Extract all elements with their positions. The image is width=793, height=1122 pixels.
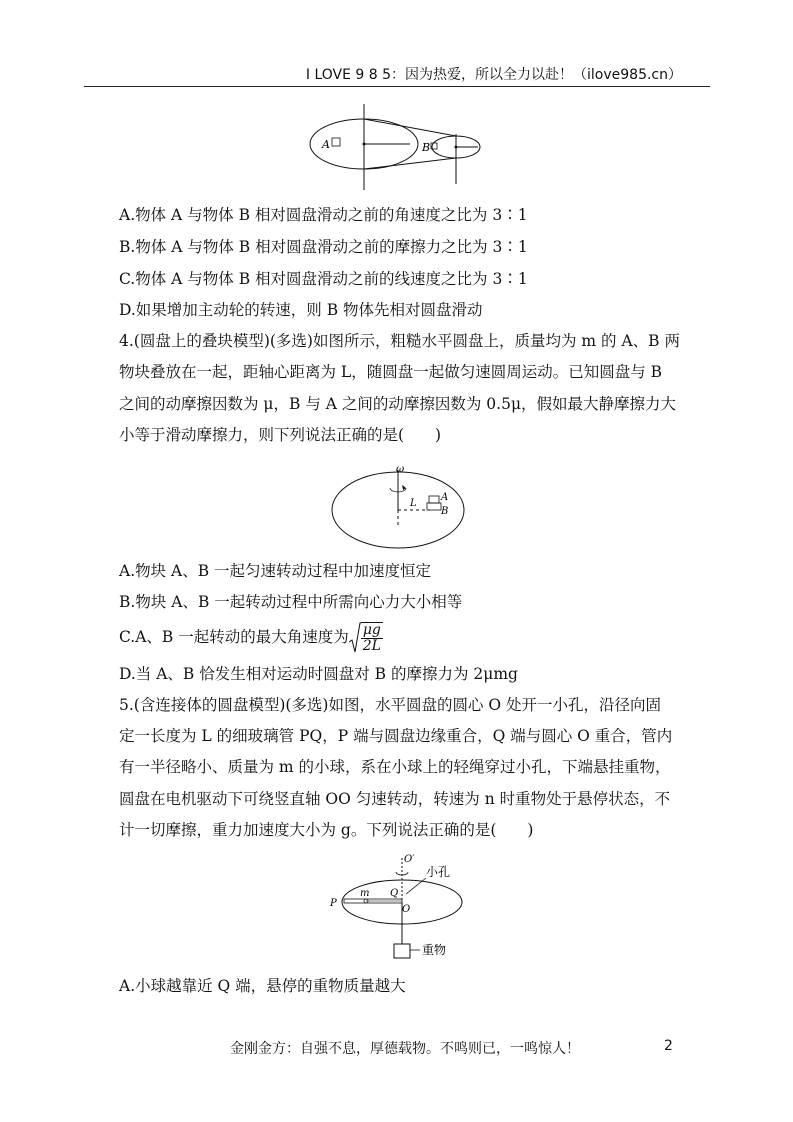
q4-stem-line-4: 小等于滑动摩擦力，则下列说法正确的是( ): [119, 426, 442, 444]
label-o-prime: O′: [404, 854, 415, 865]
figure-belt-discs: [300, 104, 500, 190]
label-b: B: [422, 141, 431, 154]
q4-stem-line-1: 4.(圆盘上的叠块模型)(多选)如图所示，粗糙水平圆盘上，质量均为 m 的 A、B 两: [119, 332, 680, 350]
q4-stem-line-2: 物块叠放在一起，距轴心距离为 L，随圆盘一起做匀速圆周运动。已知圆盘与 B: [119, 363, 663, 381]
label-omega: ω: [396, 464, 405, 475]
q3-option-b: B.物体 A 与物体 B 相对圆盘滑动之前的摩擦力之比为 3∶1: [119, 238, 528, 256]
footer-motto: 金刚金方：自强不息，厚德载物。不鸣则已，一鸣惊人！: [230, 1041, 580, 1057]
fraction-denominator: 2L: [362, 638, 381, 654]
q4-stem-line-3: 之间的动摩擦因数为 μ，B 与 A 之间的动摩擦因数为 0.5μ，假如最大静摩擦力大: [119, 395, 677, 413]
label-weight: 重物: [422, 943, 447, 957]
q4-option-c-text: C.A、B 一起转动的最大角速度为: [119, 628, 349, 646]
q5-stem-line-5: 计一切摩擦，重力加速度大小为 g。下列说法正确的是( ): [119, 821, 534, 839]
q4-option-b: B.物块 A、B 一起转动过程中所需向心力大小相等: [119, 593, 463, 611]
label-p: P: [330, 898, 337, 909]
figure-disc-tube-weight: [326, 850, 476, 962]
header-divider: [84, 86, 710, 87]
q4-option-a: A.物块 A、B 一起匀速转动过程中加速度恒定: [119, 562, 432, 580]
q5-stem-line-3: 有一半径略小、质量为 m 的小球，系在小球上的轻绳穿过小孔，下端悬挂重物，: [119, 758, 671, 776]
q3-option-c: C.物体 A 与物体 B 相对圆盘滑动之前的线速度之比为 3∶1: [119, 270, 528, 288]
q5-stem-line-2: 定一长度为 L 的细玻璃管 PQ，P 端与圆盘边缘重合，Q 端与圆心 O 重合，管内: [119, 727, 673, 745]
label-a: A: [441, 492, 449, 503]
sqrt-expression: [349, 622, 383, 654]
q3-option-d: D.如果增加主动轮的转速，则 B 物体先相对圆盘滑动: [119, 301, 483, 319]
q4-option-d: D.当 A、B 恰发生相对运动时圆盘对 B 的摩擦力为 2μmg: [119, 665, 518, 683]
page-header: I LOVE 9 8 5：因为热爱，所以全力以赴！（ilove985.cn）: [305, 67, 682, 83]
label-b: B: [441, 506, 449, 517]
label-a: A: [322, 138, 330, 151]
label-l: L: [410, 498, 417, 509]
label-m: m: [360, 888, 370, 899]
page-number: 2: [664, 1038, 673, 1054]
figure-stacked-blocks: [330, 458, 466, 552]
q5-option-a: A.小球越靠近 Q 端，悬停的重物质量越大: [119, 977, 406, 995]
fraction-numerator: μg: [361, 623, 383, 639]
label-q: Q: [390, 888, 399, 899]
q5-stem-line-4: 圆盘在电机驱动下可绕竖直轴 OO 匀速转动，转速为 n 时重物处于悬停状态，不: [119, 790, 671, 808]
q4-option-c: [119, 620, 383, 654]
q3-option-a: A.物体 A 与物体 B 相对圆盘滑动之前的角速度之比为 3∶1: [119, 206, 528, 224]
label-o: O: [402, 904, 411, 915]
label-hole: 小孔: [426, 865, 451, 879]
q5-stem-line-1: 5.(含连接体的圆盘模型)(多选)如图，水平圆盘的圆心 O 处开一小孔，沿径向固: [119, 696, 662, 714]
